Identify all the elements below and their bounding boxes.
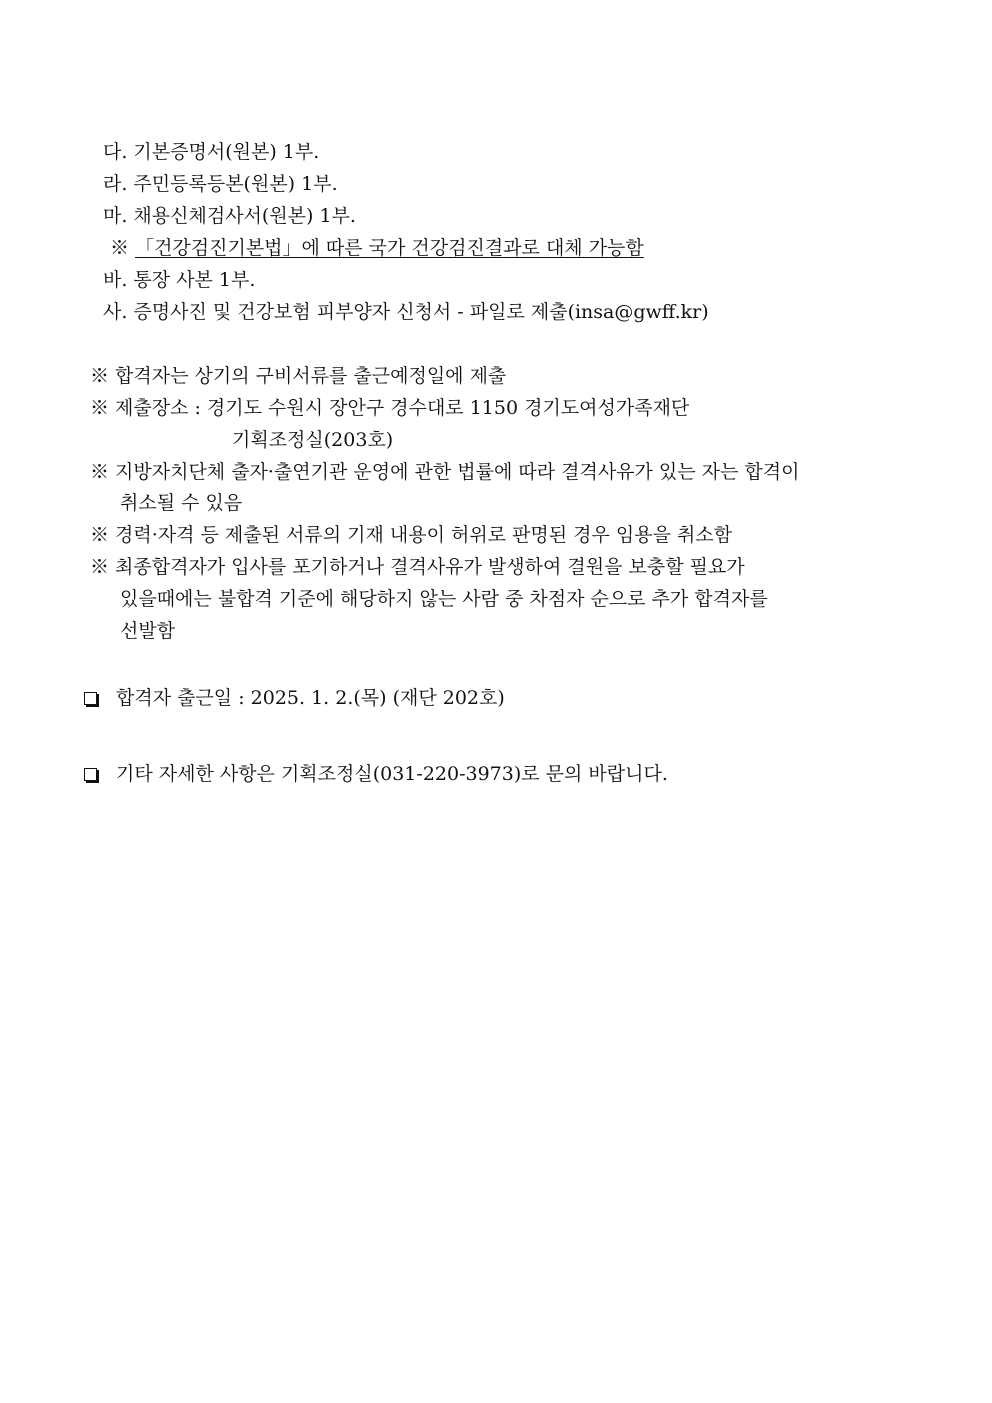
remark-submit-date: ※ 합격자는 상기의 구비서류를 출근예정일에 제출 — [90, 365, 507, 387]
start-date-line: 합격자 출근일 : 2025. 1. 2.(목) (재단 202호) — [116, 687, 505, 709]
doc-item-basic-certificate: 다. 기본증명서(원본) 1부. — [103, 141, 320, 163]
remark-false-documents: ※ 경력·자격 등 제출된 서류의 기재 내용이 허위로 판명된 경우 임용을 취소함 — [90, 524, 733, 546]
remark-additional-hire-cont1: 있을때에는 불합격 기준에 해당하지 않는 사람 중 차점자 순으로 추가 합격자를 — [120, 588, 768, 610]
remark-submit-place: ※ 제출장소 : 경기도 수원시 장안구 경수대로 1150 경기도여성가족재단 — [90, 397, 690, 419]
note-mark: ※ — [110, 237, 130, 259]
contact-line: 기타 자세한 사항은 기획조정실(031-220-3973)로 문의 바랍니다. — [116, 763, 668, 785]
remark-submit-place-cont: 기획조정실(203호) — [232, 429, 394, 451]
doc-item-bankbook: 바. 통장 사본 1부. — [103, 269, 256, 291]
doc-item-resident-registration: 라. 주민등록등본(원본) 1부. — [103, 173, 338, 195]
remark-additional-hire-cont2: 선발함 — [120, 620, 176, 642]
checkbox-icon — [84, 692, 97, 705]
health-note — [110, 236, 644, 260]
remark-additional-hire: ※ 최종합격자가 입사를 포기하거나 결격사유가 발생하여 결원을 보충할 필요가 — [90, 556, 745, 578]
doc-item-photo-insurance: 사. 증명사진 및 건강보험 피부양자 신청서 - 파일로 제출(insa@gwff.kr) — [103, 301, 709, 323]
remark-disqualification-cont: 취소될 수 있음 — [120, 492, 243, 514]
checkbox-icon — [84, 768, 97, 781]
doc-item-health-check: 마. 채용신체검사서(원본) 1부. — [103, 205, 356, 227]
note-text: 「건강검진기본법」에 따른 국가 건강검진결과로 대체 가능함 — [135, 237, 644, 259]
remark-disqualification: ※ 지방자치단체 출자·출연기관 운영에 관한 법률에 따라 결격사유가 있는 자는 합격이 — [90, 461, 800, 483]
